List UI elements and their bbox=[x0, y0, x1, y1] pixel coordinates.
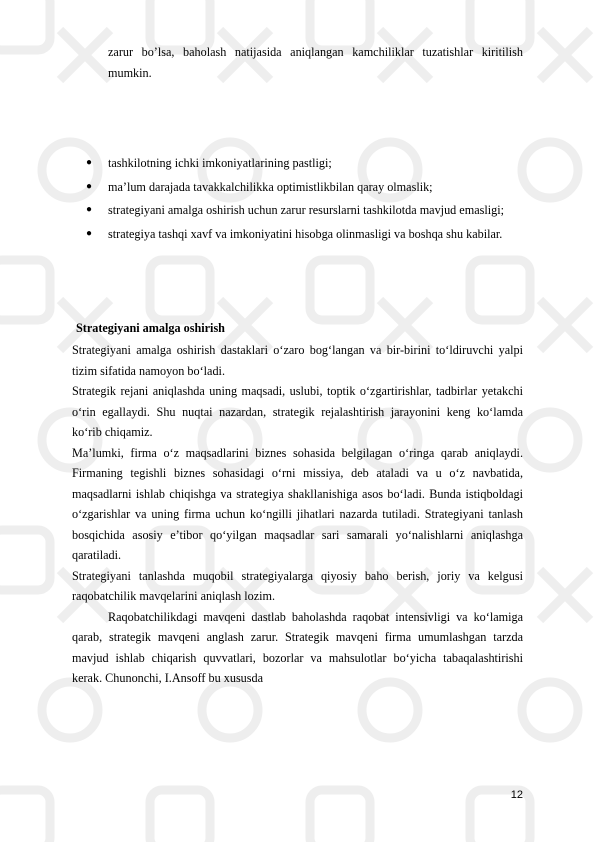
intro-block bbox=[72, 42, 523, 83]
list-item-text: strategiyani amalga oshirish uchun zarur resurslarni tashkilotda mavjud emasligi; bbox=[108, 203, 504, 217]
list-item-text: ma’lum darajada tavakkalchilikka optimistlikbilan qaray olmaslik; bbox=[108, 179, 433, 194]
bullet-icon: ● bbox=[86, 204, 93, 215]
list-item bbox=[72, 200, 523, 221]
intro-paragraph: zarur bo’lsa, baholash natijasida aniqlangan kamchiliklar tuzatishlar kiritilish mumkin. bbox=[108, 45, 523, 80]
list-item-text: tashkilotning ichki imkoniyatlarining pastligi; bbox=[108, 156, 332, 170]
bullet-list bbox=[72, 153, 523, 247]
section-heading: Strategiyani amalga oshirish bbox=[76, 321, 225, 335]
list-item bbox=[72, 224, 523, 245]
body-paragraph: Strategiyani tanlashda muqobil strategiyalarga qiyosiy baho berish, joriy va kelgusi raqobatchilik mavqelarini aniqlash lozim. bbox=[72, 568, 523, 603]
body-paragraph: Strategik rejani aniqlashda uning maqsadi, uslubi, toptik o‘zgartirishlar, tadbirlar yetakchi o‘rin egallaydi. Shu nuqtai nazardan, strategik rejalashtirish jarayonini keng ko‘lamda ko‘rib chiqamiz. bbox=[72, 384, 523, 439]
page-number: 12 bbox=[510, 789, 523, 801]
list-item bbox=[72, 153, 523, 174]
list-item bbox=[72, 177, 523, 198]
list-item-text: strategiya tashqi xavf va imkoniyatini hisobga olinmasligi va boshqa shu kabilar. bbox=[108, 226, 503, 241]
body-block bbox=[72, 340, 523, 689]
bullet-icon: ● bbox=[86, 180, 93, 192]
bullet-icon: ● bbox=[86, 157, 93, 168]
body-paragraph: Strategiyani amalga oshirish dastaklari o‘zaro bog‘langan va bir-birini to‘ldiruvchi yalpi tizim sifatida namoyon bo‘ladi. bbox=[72, 343, 523, 378]
body-paragraph: Raqobatchilikdagi mavqeni dastlab baholashda raqobat intensivligi va ko‘lamiga qarab, strategik mavqeni anglash zarur. Strategik mavqeni firma umumlashgan tarzda mavjud ishlab chiqarish quvvatlari, bozorlar va mahsulotlar bo‘yicha tabaqalashtirishi kerak. Chunonchi, I.Ansoff bu xususda bbox=[72, 609, 523, 685]
body-paragraph: Ma’lumki, firma o‘z maqsadlarini biznes sohasida belgilagan o‘ringa qarab aniqlaydi. Firmaning tegishli biznes sohasidagi o‘rni missiya, deb ataladi va u o‘z navbatida, maqsadlarni ishlab chiqishga va strategiya shakllanishiga asos bo‘ladi. Bunda istiqboldagi o‘zgarishlar va uning firma uchun ko‘ngilli jihatlari nazarda tutiladi. Strategiyani tanlash bosqichida asosiy e’tibor qo‘yilgan maqsadlar sari samarali yo‘nalishlarni aniqlashga qaratiladi. bbox=[72, 445, 523, 562]
bullet-icon: ● bbox=[86, 227, 93, 239]
